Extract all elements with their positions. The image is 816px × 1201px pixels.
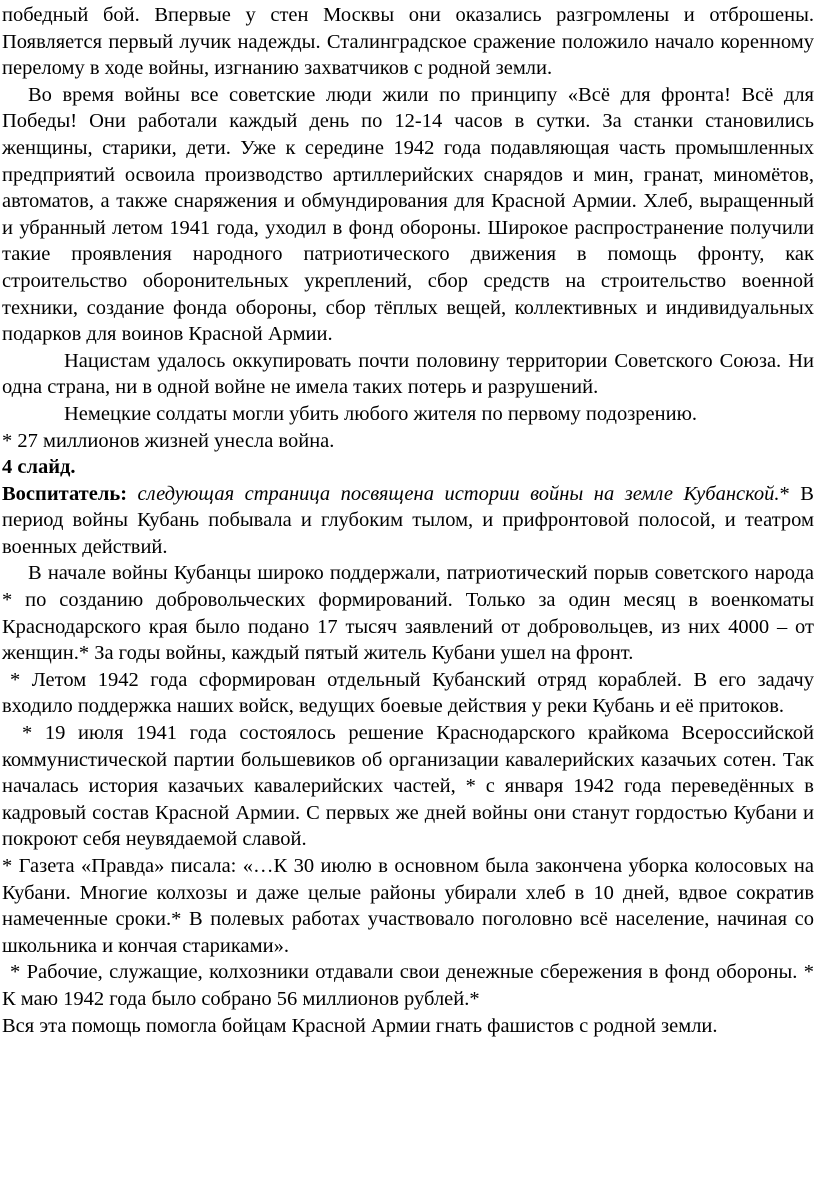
paragraph-moscow: победный бой. Впервые у стен Москвы они оказались разгромлены и отброшены. Появляется первый лучик надежды. Сталинградское сражение положило начало коренному перелому в ходе войны, изгнанию захватчиков с родной земли.	[2, 4, 814, 80]
paragraph-ships: * Летом 1942 года сформирован отдельный Кубанский отряд кораблей. В его задачу входило поддержка наших войск, ведущих боевые действия у реки Кубань и её притоков.	[2, 668, 814, 718]
paragraph-kuban-intro	[2, 481, 814, 561]
paragraph-cossacks: * 19 июля 1941 года состоялось решение Краснодарского крайкома Всероссийской коммунистической партии большевиков об организации кавалерийских казачьих сотен. Так началась история казачьих кавалерийских частей, * с января 1942 года переведённых в кадровый состав Красной Армии. С первых же дней войны они станут гордостью Кубани и покроют себя неувядаемой славой.	[2, 722, 814, 851]
paragraph-home-front: Во время войны все советские люди жили по принципу «Всё для фронта! Всё для Победы! Они работали каждый день по 12-14 часов в сутки. За станки становились женщины, старики, дети. Уже к середине 1942 года подавляющая часть промышленных предприятий освоила производство артиллерийских снарядов и мин, гранат, миномётов, автоматов, а также снаряжения и обмундирования для Красной Армии. Хлеб, выращенный и убранный летом 1941 года, уходил в фонд обороны. Широкое распространение получили такие проявления народного патриотического движения в помощь фронту, как строительство оборонительных укреплений, сбор средств на строительство военной техники, создание фонда обороны, сбор тёплых вещей, коллективных и индивидуальных подарков для воинов Красной Армии.	[2, 83, 814, 346]
intro-rest: * В период войны Кубань побывала и глубоким тылом, и прифронтовой полосой, и театром военных действий.	[2, 482, 814, 558]
paragraph-german-soldiers: Немецкие солдаты могли убить любого жителя по первому подозрению.	[64, 402, 698, 425]
paragraph-savings: * Рабочие, служащие, колхозники отдавали свои денежные сбережения в фонд обороны. * К маю 1942 года было собрано 56 миллионов рублей.*	[2, 961, 814, 1010]
paragraph-losses: * 27 миллионов жизней унесла война.	[2, 429, 335, 452]
intro-italic: следующая страница посвящена истории войны на земле Кубанской.	[127, 482, 780, 505]
slide-heading: 4 слайд.	[2, 456, 76, 479]
speaker-label: Воспитатель:	[2, 482, 128, 505]
paragraph-conclusion: Вся эта помощь помогла бойцам Красной Армии гнать фашистов с родной земли.	[2, 1014, 718, 1037]
paragraph-pravda: * Газета «Правда» писала: «…К 30 июлю в основном была закончена уборка колосовых на Кубани. Многие колхозы и даже целые районы убирали хлеб в 10 дней, вдвое сократив намеченные сроки.* В полевых работах участвовало поголовно всё население, начиная со школьника и кончая стариками».	[2, 855, 814, 957]
paragraph-volunteers: В начале войны Кубанцы широко поддержали, патриотический порыв советского народа * по созданию добровольческих формирований. Только за один месяц в военкоматы Краснодарского края было подано 17 тысяч заявлений от добровольцев, из них 4000 – от женщин.* За годы войны, каждый пятый житель Кубани ушел на фронт.	[2, 562, 814, 665]
paragraph-occupation: Нацистам удалось оккупировать почти половину территории Советского Союза. Ни одна страна, ни в одной войне не имела таких потерь и разрушений.	[2, 349, 814, 399]
